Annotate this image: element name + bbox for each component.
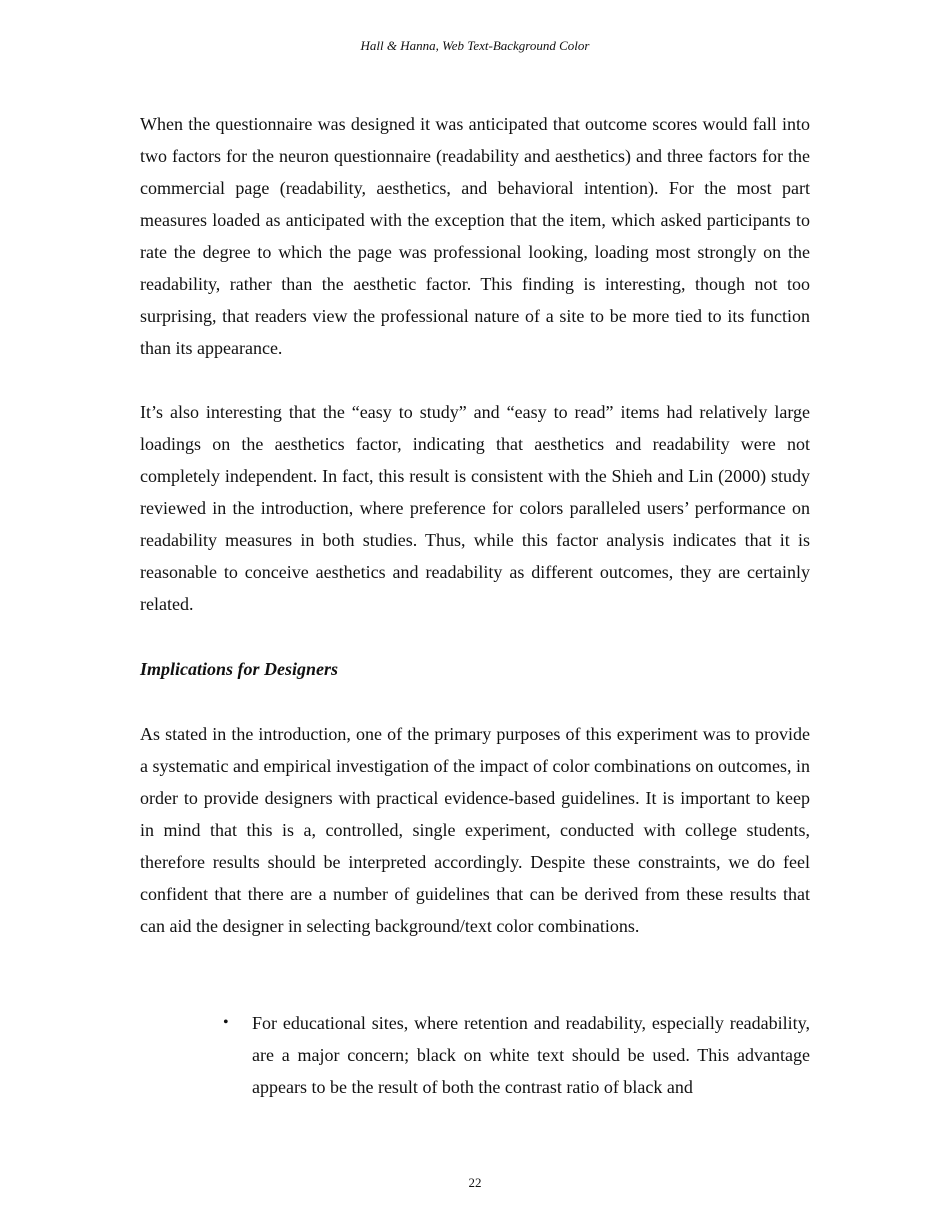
guideline-bullet-item — [220, 1007, 810, 1103]
body-paragraph-3: As stated in the introduction, one of the primary purposes of this experiment was to provide a systematic and empirical investigation of the impact of color combinations on outcomes, in order to provide designers with practical evidence-based guidelines. It is important to keep in mind that this is a, controlled, single experiment, conducted with college students, therefore results should be interpreted accordingly. Despite these constraints, we do feel confident that there are a number of guidelines that can be derived from these results that can aid the designer in selecting background/text color combinations. — [140, 724, 810, 936]
section-heading: Implications for Designers — [140, 659, 339, 679]
running-header: Hall & Hanna, Web Text-Background Color — [360, 38, 590, 53]
body-paragraph-2: It’s also interesting that the “easy to study” and “easy to read” items had relatively large loadings on the aesthetics factor, indicating that aesthetics and readability were not completely independent. In fact, this result is consistent with the Shieh and Lin (2000) study reviewed in the introduction, where preference for colors paralleled users’ performance on readability measures in both studies. Thus, while this factor analysis indicates that it is reasonable to conceive aesthetics and readability as different outcomes, they are certainly related. — [140, 402, 810, 614]
body-paragraph-1: When the questionnaire was designed it was anticipated that outcome scores would fall into two factors for the neuron questionnaire (readability and aesthetics) and three factors for the commercial page (readability, aesthetics, and behavioral intention). For the most part measures loaded as anticipated with the exception that the item, which asked participants to rate the degree to which the page was professional looking, loading most strongly on the readability, rather than the aesthetic factor. This finding is interesting, though not too surprising, that readers view the professional nature of a site to be more tied to its function than its appearance. — [140, 114, 810, 358]
bullet-text: For educational sites, where retention and readability, especially readability, are a major concern; black on white text should be used. This advantage appears to be the result of both the contrast ratio of black and — [252, 1013, 810, 1097]
page-number: 22 — [468, 1175, 482, 1190]
guideline-bullet-list — [220, 1007, 810, 1103]
bullet-marker: • — [223, 1014, 229, 1031]
